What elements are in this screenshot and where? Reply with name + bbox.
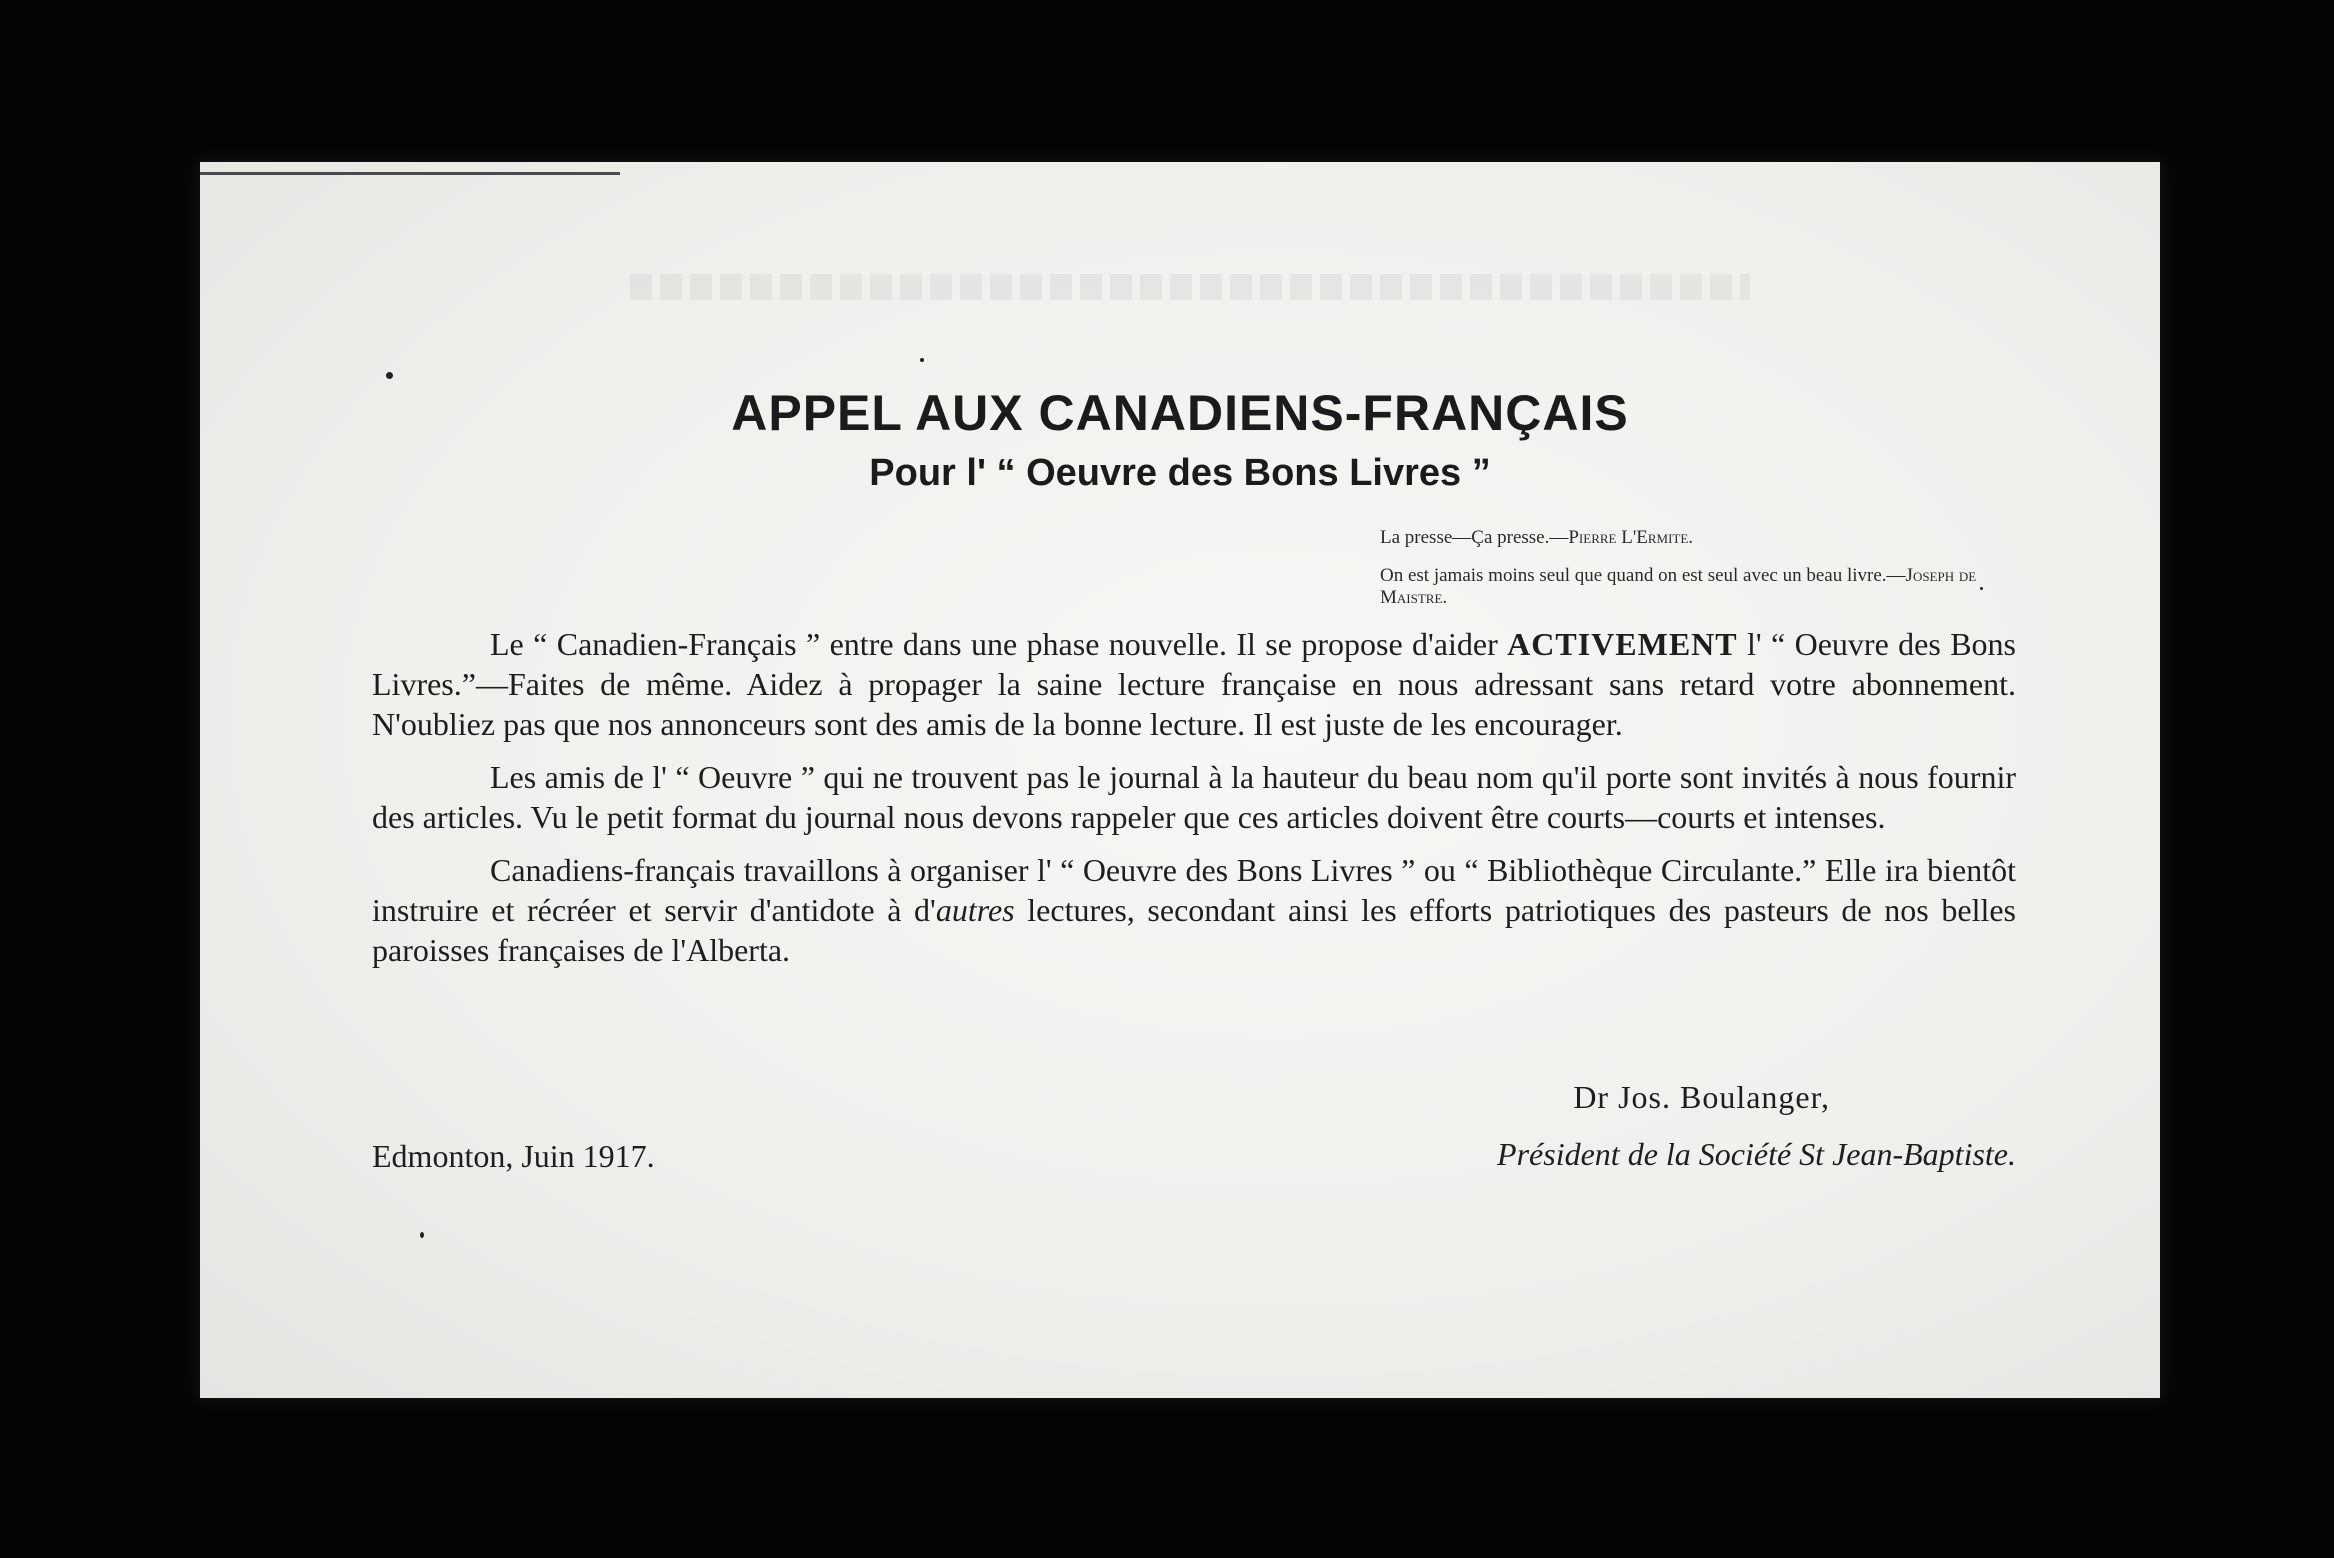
document-page (200, 162, 2160, 1398)
paragraph-3-start: Canadiens-français travaillons à organiser l' “ Oeuvre des Bons Livres ” ou “ Bibliothèque Circulante.” Elle ira bientôt instruire et récréer et servir d'antidote à d' (372, 852, 2016, 928)
paragraph-1 (372, 624, 2016, 744)
signature-name: Dr Jos. Boulanger, (1573, 1079, 1830, 1115)
page-edge-line (200, 172, 620, 175)
signature-title: Président de la Société St Jean-Baptiste. (1497, 1136, 2016, 1172)
page-subtitle: Pour l' “ Oeuvre des Bons Livres ” (869, 452, 1491, 494)
speck (920, 358, 924, 362)
paragraph-3 (372, 850, 2016, 970)
italic-autres: autres (935, 892, 1015, 928)
body-text (372, 624, 2016, 983)
bleed-through-text (630, 274, 1750, 300)
paragraph-3-end: lectures, secondant ainsi les efforts patriotiques des pasteurs de nos belles paroisses françaises de l'Alberta. (372, 892, 2017, 968)
paragraph-2: Les amis de l' “ Oeuvre ” qui ne trouvent pas le journal à la hauteur du beau nom qu'il porte sont invités à nous fournir des articles. Vu le petit format du journal nous devons rappeler que ces articles doivent être courts—courts et intenses. (372, 759, 2016, 835)
paragraph-1-start: Le “ Canadien-Français ” entre dans une phase nouvelle. Il se propose d'aider (490, 626, 1508, 662)
epigraphs (1380, 527, 2000, 625)
epigraph-2 (1380, 565, 2000, 609)
emphasis-activement: ACTIVEMENT (1507, 626, 1738, 662)
speck (420, 1232, 424, 1238)
epigraph-author: Joseph de Maistre. (1380, 565, 1977, 608)
signature-block (1497, 1079, 2016, 1173)
speck (386, 372, 393, 379)
epigraph-author: Pierre L'Ermite. (1568, 527, 1694, 548)
page-title: APPEL AUX CANADIENS-FRANÇAIS (731, 385, 1629, 441)
epigraph-1 (1380, 527, 2000, 549)
epigraph-text: On est jamais moins seul que quand on est seul avec un beau livre.— (1380, 565, 1906, 586)
place-date: Edmonton, Juin 1917. (372, 1138, 655, 1174)
paragraph-1-end: l' “ Oeuvre des Bons Livres.”—Faites de même. Aidez à propager la saine lecture française en nous adressant sans retard votre abonnement. N'oubliez pas que nos annonceurs sont des amis de la bonne lecture. Il est juste de les encourager. (372, 626, 2017, 742)
epigraph-text: La presse—Ça presse.— (1380, 527, 1569, 548)
